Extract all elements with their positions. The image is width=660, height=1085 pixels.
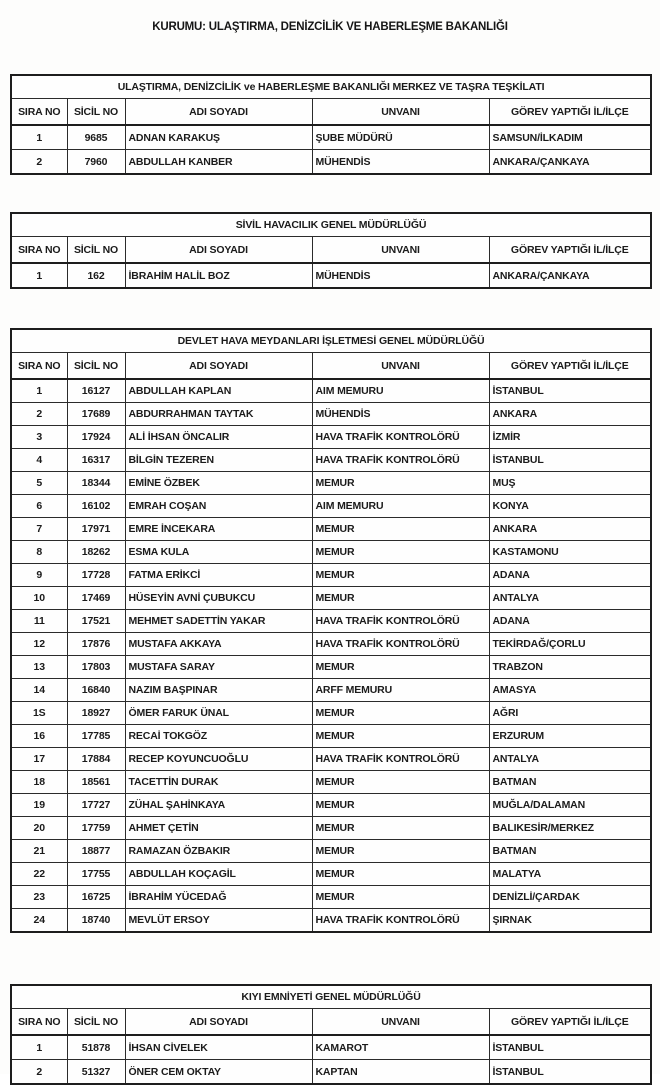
unvani-cell: MEMUR xyxy=(312,840,489,863)
adi-soyadi-cell: RECAİ TOKGÖZ xyxy=(125,725,312,748)
adi-soyadi-cell: ABDULLAH KANBER xyxy=(125,150,312,175)
column-header: ADI SOYADI xyxy=(125,1009,312,1036)
adi-soyadi-cell: EMİNE ÖZBEK xyxy=(125,472,312,495)
sicil-no-cell: 51327 xyxy=(67,1060,125,1085)
unvani-cell: HAVA TRAFİK KONTROLÖRÜ xyxy=(312,426,489,449)
gorev-il-ilce-cell: KASTAMONU xyxy=(489,541,651,564)
column-header: SİCİL NO xyxy=(67,353,125,380)
table-title: DEVLET HAVA MEYDANLARI İŞLETMESİ GENEL MÜDÜRLÜĞÜ xyxy=(11,329,651,353)
unvani-cell: HAVA TRAFİK KONTROLÖRÜ xyxy=(312,909,489,933)
sira-no-cell: 10 xyxy=(11,587,67,610)
sira-no-cell: 5 xyxy=(11,472,67,495)
unvani-cell: MEMUR xyxy=(312,794,489,817)
sira-no-cell: 7 xyxy=(11,518,67,541)
sira-no-cell: 1 xyxy=(11,379,67,403)
sira-no-cell: 1S xyxy=(11,702,67,725)
sira-no-cell: 22 xyxy=(11,863,67,886)
gorev-il-ilce-cell: ANTALYA xyxy=(489,587,651,610)
table-row xyxy=(11,426,651,449)
sicil-no-cell: 9685 xyxy=(67,125,125,150)
gorev-il-ilce-cell: ANKARA xyxy=(489,403,651,426)
adi-soyadi-cell: ADNAN KARAKUŞ xyxy=(125,125,312,150)
column-header: ADI SOYADI xyxy=(125,237,312,264)
sira-no-cell: 9 xyxy=(11,564,67,587)
column-header: ADI SOYADI xyxy=(125,99,312,126)
table-title: KIYI EMNİYETİ GENEL MÜDÜRLÜĞÜ xyxy=(11,985,651,1009)
sira-no-cell: 8 xyxy=(11,541,67,564)
unvani-cell: MEMUR xyxy=(312,518,489,541)
table-header-row xyxy=(11,237,651,264)
adi-soyadi-cell: MUSTAFA SARAY xyxy=(125,656,312,679)
sicil-no-cell: 17689 xyxy=(67,403,125,426)
sicil-no-cell: 16317 xyxy=(67,449,125,472)
table-row xyxy=(11,564,651,587)
unvani-cell: MEMUR xyxy=(312,541,489,564)
unvani-cell: MEMUR xyxy=(312,771,489,794)
personnel-table xyxy=(10,212,652,289)
column-header: SIRA NO xyxy=(11,353,67,380)
table-header-row xyxy=(11,353,651,380)
table-title: ULAŞTIRMA, DENİZCİLİK ve HABERLEŞME BAKANLIĞI MERKEZ VE TAŞRA TEŞKİLATI xyxy=(11,75,651,99)
sicil-no-cell: 18561 xyxy=(67,771,125,794)
table-row xyxy=(11,403,651,426)
gorev-il-ilce-cell: İSTANBUL xyxy=(489,1035,651,1060)
unvani-cell: MÜHENDİS xyxy=(312,263,489,288)
adi-soyadi-cell: İBRAHİM HALİL BOZ xyxy=(125,263,312,288)
sicil-no-cell: 18877 xyxy=(67,840,125,863)
unvani-cell: HAVA TRAFİK KONTROLÖRÜ xyxy=(312,748,489,771)
gorev-il-ilce-cell: ANKARA xyxy=(489,518,651,541)
unvani-cell: HAVA TRAFİK KONTROLÖRÜ xyxy=(312,449,489,472)
column-header: UNVANI xyxy=(312,237,489,264)
column-header: SIRA NO xyxy=(11,99,67,126)
gorev-il-ilce-cell: ERZURUM xyxy=(489,725,651,748)
adi-soyadi-cell: ÖNER CEM OKTAY xyxy=(125,1060,312,1085)
sicil-no-cell: 162 xyxy=(67,263,125,288)
table-row xyxy=(11,725,651,748)
column-header: SİCİL NO xyxy=(67,237,125,264)
sira-no-cell: 24 xyxy=(11,909,67,933)
column-header: SİCİL NO xyxy=(67,99,125,126)
sicil-no-cell: 7960 xyxy=(67,150,125,175)
gorev-il-ilce-cell: ADANA xyxy=(489,610,651,633)
table-title-row xyxy=(11,329,651,353)
column-header: SIRA NO xyxy=(11,1009,67,1036)
adi-soyadi-cell: ABDURRAHMAN TAYTAK xyxy=(125,403,312,426)
sira-no-cell: 6 xyxy=(11,495,67,518)
table-title-row xyxy=(11,985,651,1009)
sicil-no-cell: 16127 xyxy=(67,379,125,403)
personnel-table xyxy=(10,984,652,1085)
unvani-cell: MEMUR xyxy=(312,587,489,610)
column-header: UNVANI xyxy=(312,99,489,126)
table-row xyxy=(11,587,651,610)
adi-soyadi-cell: ZÜHAL ŞAHİNKAYA xyxy=(125,794,312,817)
adi-soyadi-cell: İHSAN CİVELEK xyxy=(125,1035,312,1060)
sicil-no-cell: 17971 xyxy=(67,518,125,541)
gorev-il-ilce-cell: BALIKESİR/MERKEZ xyxy=(489,817,651,840)
sira-no-cell: 1 xyxy=(11,125,67,150)
table-title-row xyxy=(11,213,651,237)
unvani-cell: ARFF MEMURU xyxy=(312,679,489,702)
column-header: GÖREV YAPTIĞI İL/İLÇE xyxy=(489,353,651,380)
table-row xyxy=(11,449,651,472)
table-header-row xyxy=(11,1009,651,1036)
sicil-no-cell: 18344 xyxy=(67,472,125,495)
gorev-il-ilce-cell: İSTANBUL xyxy=(489,449,651,472)
table-row xyxy=(11,1035,651,1060)
sira-no-cell: 3 xyxy=(11,426,67,449)
gorev-il-ilce-cell: DENİZLİ/ÇARDAK xyxy=(489,886,651,909)
table-row xyxy=(11,794,651,817)
table-row xyxy=(11,495,651,518)
table-row xyxy=(11,840,651,863)
adi-soyadi-cell: MEHMET SADETTİN YAKAR xyxy=(125,610,312,633)
adi-soyadi-cell: RAMAZAN ÖZBAKIR xyxy=(125,840,312,863)
gorev-il-ilce-cell: KONYA xyxy=(489,495,651,518)
unvani-cell: MÜHENDİS xyxy=(312,403,489,426)
sira-no-cell: 16 xyxy=(11,725,67,748)
sicil-no-cell: 17803 xyxy=(67,656,125,679)
adi-soyadi-cell: HÜSEYİN AVNİ ÇUBUKCU xyxy=(125,587,312,610)
table-title-row xyxy=(11,75,651,99)
gorev-il-ilce-cell: ŞIRNAK xyxy=(489,909,651,933)
sira-no-cell: 4 xyxy=(11,449,67,472)
table-row xyxy=(11,679,651,702)
personnel-table xyxy=(10,74,652,175)
unvani-cell: MEMUR xyxy=(312,564,489,587)
gorev-il-ilce-cell: SAMSUN/İLKADIM xyxy=(489,125,651,150)
gorev-il-ilce-cell: ANKARA/ÇANKAYA xyxy=(489,150,651,175)
table-row xyxy=(11,656,651,679)
adi-soyadi-cell: TACETTİN DURAK xyxy=(125,771,312,794)
unvani-cell: MEMUR xyxy=(312,863,489,886)
sicil-no-cell: 17755 xyxy=(67,863,125,886)
personnel-table xyxy=(10,328,652,933)
adi-soyadi-cell: ABDULLAH KAPLAN xyxy=(125,379,312,403)
table-row xyxy=(11,771,651,794)
sicil-no-cell: 16102 xyxy=(67,495,125,518)
sicil-no-cell: 17884 xyxy=(67,748,125,771)
adi-soyadi-cell: MUSTAFA AKKAYA xyxy=(125,633,312,656)
sira-no-cell: 12 xyxy=(11,633,67,656)
unvani-cell: MÜHENDİS xyxy=(312,150,489,175)
table-title: SİVİL HAVACILIK GENEL MÜDÜRLÜĞÜ xyxy=(11,213,651,237)
table-row xyxy=(11,863,651,886)
sira-no-cell: 21 xyxy=(11,840,67,863)
gorev-il-ilce-cell: BATMAN xyxy=(489,771,651,794)
gorev-il-ilce-cell: İSTANBUL xyxy=(489,1060,651,1085)
sicil-no-cell: 18740 xyxy=(67,909,125,933)
sira-no-cell: 2 xyxy=(11,150,67,175)
table-row xyxy=(11,472,651,495)
unvani-cell: AIM MEMURU xyxy=(312,379,489,403)
table-row xyxy=(11,518,651,541)
sicil-no-cell: 18927 xyxy=(67,702,125,725)
gorev-il-ilce-cell: AMASYA xyxy=(489,679,651,702)
tables xyxy=(10,74,650,1085)
table-row xyxy=(11,909,651,933)
gorev-il-ilce-cell: İSTANBUL xyxy=(489,379,651,403)
gorev-il-ilce-cell: BATMAN xyxy=(489,840,651,863)
sicil-no-cell: 16840 xyxy=(67,679,125,702)
column-header: SİCİL NO xyxy=(67,1009,125,1036)
sicil-no-cell: 17521 xyxy=(67,610,125,633)
gorev-il-ilce-cell: ANTALYA xyxy=(489,748,651,771)
table-row xyxy=(11,702,651,725)
gorev-il-ilce-cell: İZMİR xyxy=(489,426,651,449)
adi-soyadi-cell: İBRAHİM YÜCEDAĞ xyxy=(125,886,312,909)
adi-soyadi-cell: RECEP KOYUNCUOĞLU xyxy=(125,748,312,771)
table-row xyxy=(11,379,651,403)
sira-no-cell: 13 xyxy=(11,656,67,679)
table-row xyxy=(11,1060,651,1085)
sira-no-cell: 14 xyxy=(11,679,67,702)
unvani-cell: MEMUR xyxy=(312,656,489,679)
table-row xyxy=(11,610,651,633)
sicil-no-cell: 17876 xyxy=(67,633,125,656)
sicil-no-cell: 16725 xyxy=(67,886,125,909)
adi-soyadi-cell: ABDULLAH KOÇAGİL xyxy=(125,863,312,886)
column-header: GÖREV YAPTIĞI İL/İLÇE xyxy=(489,1009,651,1036)
adi-soyadi-cell: ESMA KULA xyxy=(125,541,312,564)
sicil-no-cell: 17924 xyxy=(67,426,125,449)
unvani-cell: MEMUR xyxy=(312,472,489,495)
column-header: UNVANI xyxy=(312,353,489,380)
table-row xyxy=(11,150,651,175)
sicil-no-cell: 51878 xyxy=(67,1035,125,1060)
table-row xyxy=(11,886,651,909)
sicil-no-cell: 17785 xyxy=(67,725,125,748)
sira-no-cell: 18 xyxy=(11,771,67,794)
adi-soyadi-cell: MEVLÜT ERSOY xyxy=(125,909,312,933)
document-title: KURUMU: ULAŞTIRMA, DENİZCİLİK VE HABERLEŞME BAKANLIĞI xyxy=(152,21,508,33)
adi-soyadi-cell: EMRAH COŞAN xyxy=(125,495,312,518)
table-row xyxy=(11,817,651,840)
gorev-il-ilce-cell: ADANA xyxy=(489,564,651,587)
sira-no-cell: 23 xyxy=(11,886,67,909)
table-row xyxy=(11,125,651,150)
adi-soyadi-cell: FATMA ERİKCİ xyxy=(125,564,312,587)
adi-soyadi-cell: ÖMER FARUK ÜNAL xyxy=(125,702,312,725)
table-row xyxy=(11,748,651,771)
gorev-il-ilce-cell: AĞRI xyxy=(489,702,651,725)
sicil-no-cell: 17469 xyxy=(67,587,125,610)
table-row xyxy=(11,541,651,564)
adi-soyadi-cell: EMRE İNCEKARA xyxy=(125,518,312,541)
unvani-cell: KAMAROT xyxy=(312,1035,489,1060)
adi-soyadi-cell: BİLGİN TEZEREN xyxy=(125,449,312,472)
sira-no-cell: 1 xyxy=(11,263,67,288)
gorev-il-ilce-cell: ANKARA/ÇANKAYA xyxy=(489,263,651,288)
unvani-cell: HAVA TRAFİK KONTROLÖRÜ xyxy=(312,633,489,656)
sicil-no-cell: 17728 xyxy=(67,564,125,587)
column-header: GÖREV YAPTIĞI İL/İLÇE xyxy=(489,237,651,264)
column-header: GÖREV YAPTIĞI İL/İLÇE xyxy=(489,99,651,126)
unvani-cell: ŞUBE MÜDÜRÜ xyxy=(312,125,489,150)
sira-no-cell: 11 xyxy=(11,610,67,633)
sicil-no-cell: 17759 xyxy=(67,817,125,840)
unvani-cell: AIM MEMURU xyxy=(312,495,489,518)
gorev-il-ilce-cell: MUŞ xyxy=(489,472,651,495)
sira-no-cell: 19 xyxy=(11,794,67,817)
adi-soyadi-cell: NAZIM BAŞPINAR xyxy=(125,679,312,702)
gorev-il-ilce-cell: TEKİRDAĞ/ÇORLU xyxy=(489,633,651,656)
unvani-cell: MEMUR xyxy=(312,886,489,909)
table-row xyxy=(11,263,651,288)
column-header: UNVANI xyxy=(312,1009,489,1036)
unvani-cell: MEMUR xyxy=(312,817,489,840)
gorev-il-ilce-cell: MALATYA xyxy=(489,863,651,886)
sicil-no-cell: 17727 xyxy=(67,794,125,817)
column-header: SIRA NO xyxy=(11,237,67,264)
sira-no-cell: 17 xyxy=(11,748,67,771)
sira-no-cell: 1 xyxy=(11,1035,67,1060)
table-row xyxy=(11,633,651,656)
sira-no-cell: 2 xyxy=(11,1060,67,1085)
gorev-il-ilce-cell: TRABZON xyxy=(489,656,651,679)
adi-soyadi-cell: AHMET ÇETİN xyxy=(125,817,312,840)
unvani-cell: MEMUR xyxy=(312,725,489,748)
unvani-cell: KAPTAN xyxy=(312,1060,489,1085)
column-header: ADI SOYADI xyxy=(125,353,312,380)
adi-soyadi-cell: ALİ İHSAN ÖNCALIR xyxy=(125,426,312,449)
sira-no-cell: 2 xyxy=(11,403,67,426)
gorev-il-ilce-cell: MUĞLA/DALAMAN xyxy=(489,794,651,817)
table-header-row xyxy=(11,99,651,126)
unvani-cell: MEMUR xyxy=(312,702,489,725)
sira-no-cell: 20 xyxy=(11,817,67,840)
unvani-cell: HAVA TRAFİK KONTROLÖRÜ xyxy=(312,610,489,633)
sicil-no-cell: 18262 xyxy=(67,541,125,564)
